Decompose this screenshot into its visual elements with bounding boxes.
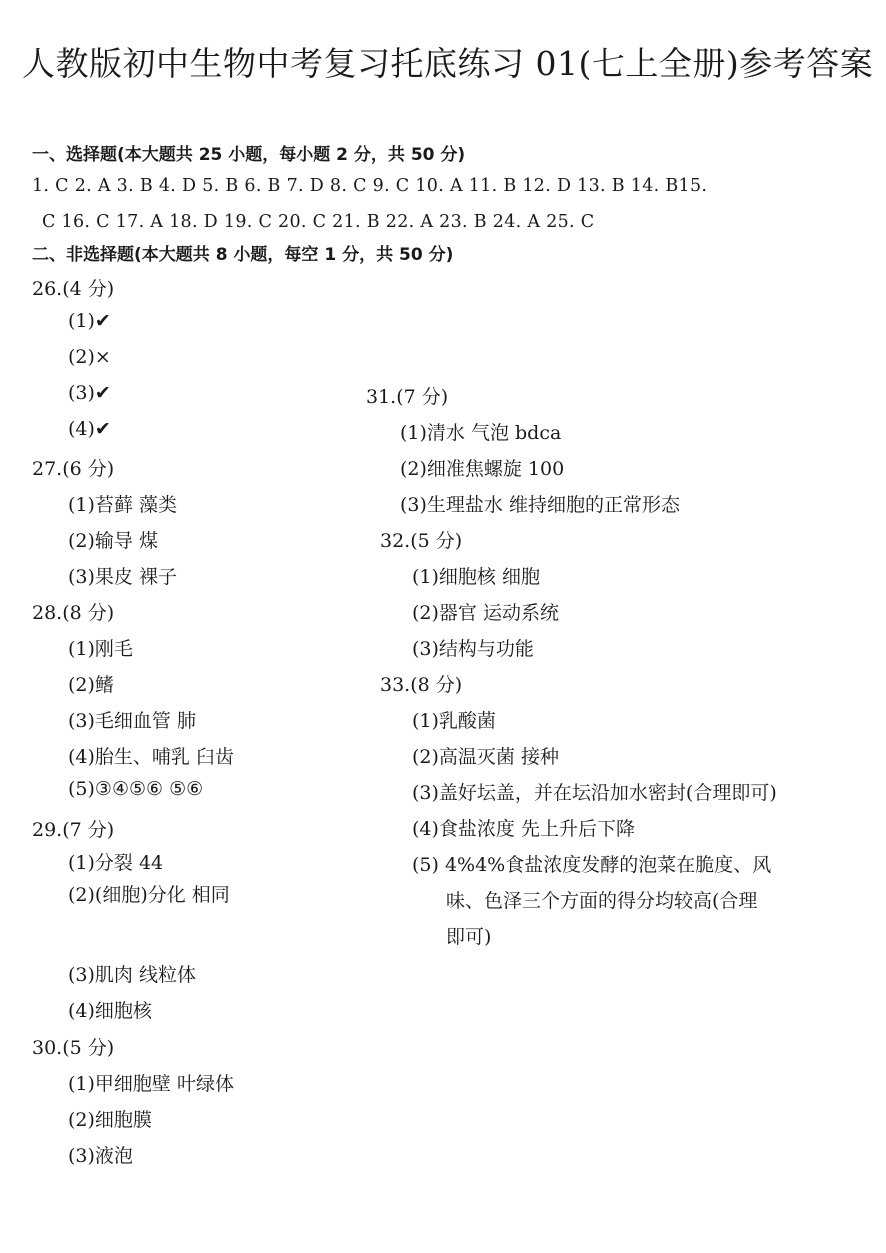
answer-33-4: (4)食盐浓度 先上升后下降 bbox=[412, 818, 635, 840]
answer-26-2: (2)× bbox=[68, 346, 111, 368]
answer-27-3: (3)果皮 裸子 bbox=[68, 566, 177, 588]
answer-33-5-line-3: 即可) bbox=[446, 926, 492, 948]
answer-30-2: (2)细胞膜 bbox=[68, 1109, 152, 1131]
choice-answers-line-1: 1. C 2. A 3. B 4. D 5. B 6. B 7. D 8. C 9. C 10. A 11. B 12. D 13. B 14. B15. bbox=[32, 176, 708, 196]
answer-29-3: (3)肌肉 线粒体 bbox=[68, 964, 196, 986]
answer-30-3: (3)液泡 bbox=[68, 1145, 133, 1167]
question-32-heading: 32.(5 分) bbox=[380, 530, 463, 552]
answer-32-2: (2)器官 运动系统 bbox=[412, 602, 559, 624]
answer-29-4: (4)细胞核 bbox=[68, 1000, 152, 1022]
answer-33-3: (3)盖好坛盖，并在坛沿加水密封(合理即可) bbox=[412, 782, 777, 804]
answer-28-3: (3)毛细血管 肺 bbox=[68, 710, 196, 732]
answer-26-4: (4)✔ bbox=[68, 418, 111, 440]
question-29-heading: 29.(7 分) bbox=[32, 819, 115, 841]
answer-28-5: (5)③④⑤⑥ ⑤⑥ bbox=[68, 778, 204, 800]
answer-33-1: (1)乳酸菌 bbox=[412, 710, 496, 732]
section-heading-choice: 一、选择题(本大题共 25 小题，每小题 2 分，共 50 分) bbox=[32, 145, 466, 165]
answer-31-3: (3)生理盐水 维持细胞的正常形态 bbox=[400, 494, 680, 516]
question-28-heading: 28.(8 分) bbox=[32, 602, 115, 624]
answer-26-3: (3)✔ bbox=[68, 382, 111, 404]
answer-28-2: (2)鳍 bbox=[68, 674, 114, 696]
answer-33-5-line-2: 味、色泽三个方面的得分均较高(合理 bbox=[446, 890, 758, 912]
choice-answers-line-2: C 16. C 17. A 18. D 19. C 20. C 21. B 22. A 23. B 24. A 25. C bbox=[42, 212, 595, 232]
page-title: 人教版初中生物中考复习托底练习 01(七上全册)参考答案 bbox=[22, 44, 874, 83]
answer-33-5-line-1: (5) 4%4%食盐浓度发酵的泡菜在脆度、风 bbox=[412, 854, 772, 876]
answer-33-2: (2)高温灭菌 接种 bbox=[412, 746, 559, 768]
answer-26-1: (1)✔ bbox=[68, 310, 111, 332]
answer-27-2: (2)输导 煤 bbox=[68, 530, 158, 552]
section-heading-non-choice: 二、非选择题(本大题共 8 小题，每空 1 分，共 50 分) bbox=[32, 245, 454, 265]
question-27-heading: 27.(6 分) bbox=[32, 458, 115, 480]
answer-28-4: (4)胎生、哺乳 臼齿 bbox=[68, 746, 234, 768]
question-26-heading: 26.(4 分) bbox=[32, 278, 115, 300]
answer-32-3: (3)结构与功能 bbox=[412, 638, 534, 660]
answer-29-2: (2)(细胞)分化 相同 bbox=[68, 884, 230, 906]
answer-31-1: (1)清水 气泡 bdca bbox=[400, 422, 562, 444]
answer-31-2: (2)细准焦螺旋 100 bbox=[400, 458, 565, 480]
answer-28-1: (1)刚毛 bbox=[68, 638, 133, 660]
answer-32-1: (1)细胞核 细胞 bbox=[412, 566, 540, 588]
question-31-heading: 31.(7 分) bbox=[366, 386, 449, 408]
answer-29-1: (1)分裂 44 bbox=[68, 852, 164, 874]
answer-27-1: (1)苔藓 藻类 bbox=[68, 494, 177, 516]
answer-30-1: (1)甲细胞壁 叶绿体 bbox=[68, 1073, 234, 1095]
question-30-heading: 30.(5 分) bbox=[32, 1037, 115, 1059]
question-33-heading: 33.(8 分) bbox=[380, 674, 463, 696]
